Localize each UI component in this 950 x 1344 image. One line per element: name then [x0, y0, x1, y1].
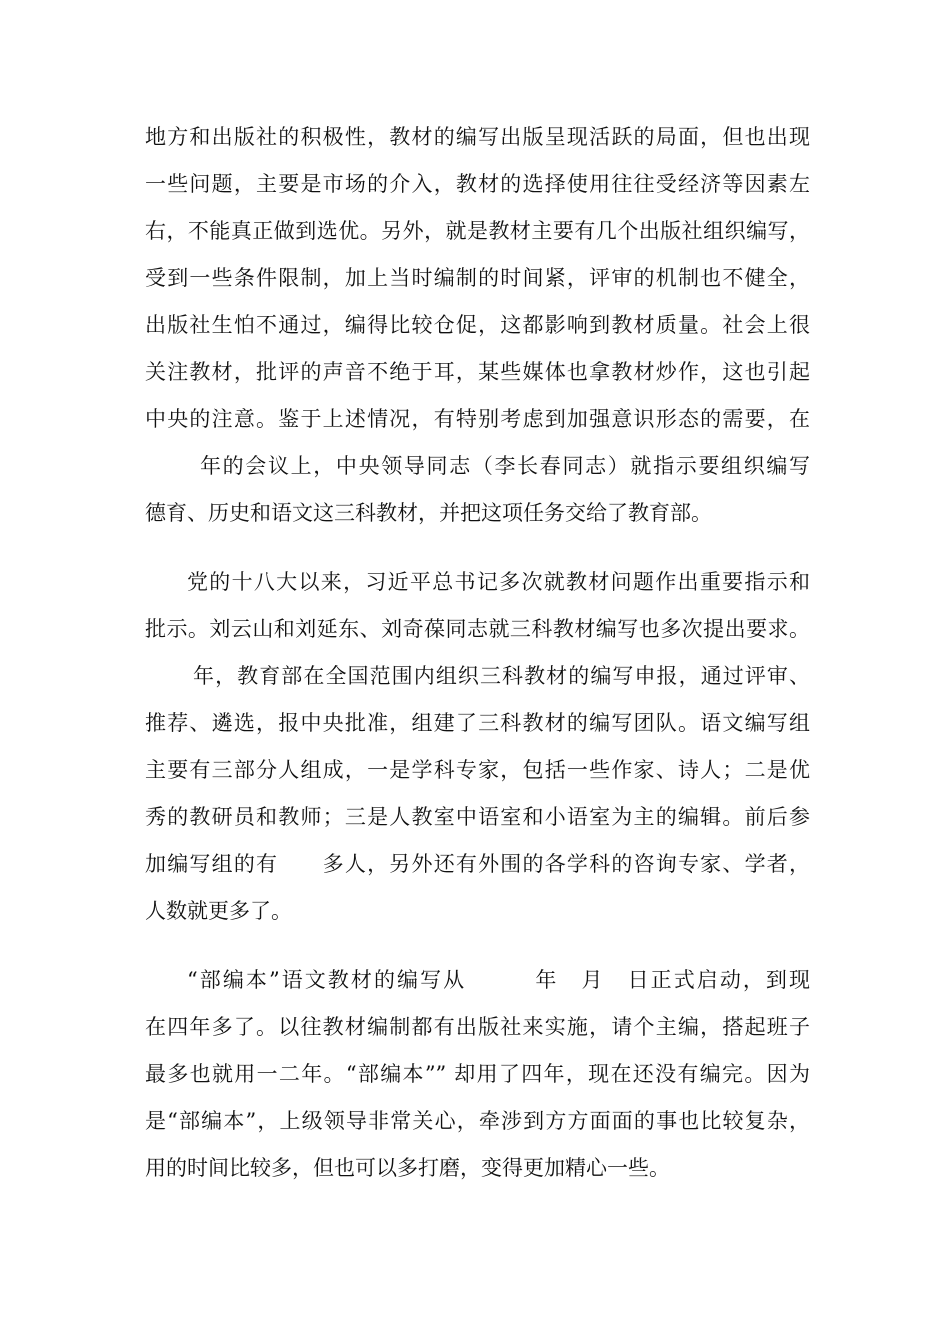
text-line: 推荐、遴选，报中央批准，组建了三科教材的编写团队。语文编写组: [145, 711, 810, 735]
text-line: 中央的注意。鉴于上述情况，有特别考虑到加强意识形态的需要，在: [145, 407, 810, 431]
text-line: 是“部编本”，上级领导非常关心，牵涉到方方面面的事也比较复杂，: [145, 1109, 810, 1133]
text-line: 人数就更多了。: [145, 899, 292, 923]
text-line: 受到一些条件限制，加上当时编制的时间紧，评审的机制也不健全，: [145, 266, 810, 290]
text-line: 主要有三部分人组成，一是学科专家，包括一些作家、诗人；二是优: [145, 758, 810, 782]
text-line: 出版社生怕不通过，编得比较仓促，这都影响到教材质量。社会上很: [145, 313, 810, 337]
text-line: 在四年多了。以往教材编制都有出版社来实施，请个主编，搭起班子: [145, 1015, 810, 1039]
text-line: 年，教育部在全国范围内组织三科教材的编写申报，通过评审、: [193, 664, 810, 688]
text-line: 关注教材，批评的声音不绝于耳，某些媒体也拿教材炒作，这也引起: [145, 360, 810, 384]
text-line: 右，不能真正做到选优。另外，就是教材主要有几个出版社组织编写，: [145, 219, 810, 243]
text-line: 用的时间比较多，但也可以多打磨，变得更加精心一些。: [145, 1156, 670, 1180]
text-line: 批示。刘云山和刘延东、刘奇葆同志就三科教材编写也多次提出要求。: [145, 617, 810, 641]
text-line: 秀的教研员和教师；三是人教室中语室和小语室为主的编辑。前后参: [145, 805, 810, 829]
text-line: 一些问题，主要是市场的介入，教材的选择使用往往受经济等因素左: [145, 172, 810, 196]
text-line: 德育、历史和语文这三科教材，并把这项任务交给了教育部。: [145, 501, 712, 525]
text-line: 年的会议上，中央领导同志（李长春同志）就指示要组织编写: [200, 454, 810, 478]
text-line: 最多也就用一二年。“部编本”” 却用了四年，现在还没有编完。因为: [145, 1062, 810, 1086]
text-line: 加编写组的有 多人，另外还有外围的各学科的咨询专家、学者，: [145, 852, 810, 876]
text-line: 地方和出版社的积极性，教材的编写出版呈现活跃的局面，但也出现: [145, 125, 810, 149]
paragraph-first-line: “部编本”语文教材的编写从 年 月 日正式启动，到现: [187, 968, 810, 992]
paragraph-first-line: 党的十八大以来，习近平总书记多次就教材问题作出重要指示和: [187, 570, 810, 594]
